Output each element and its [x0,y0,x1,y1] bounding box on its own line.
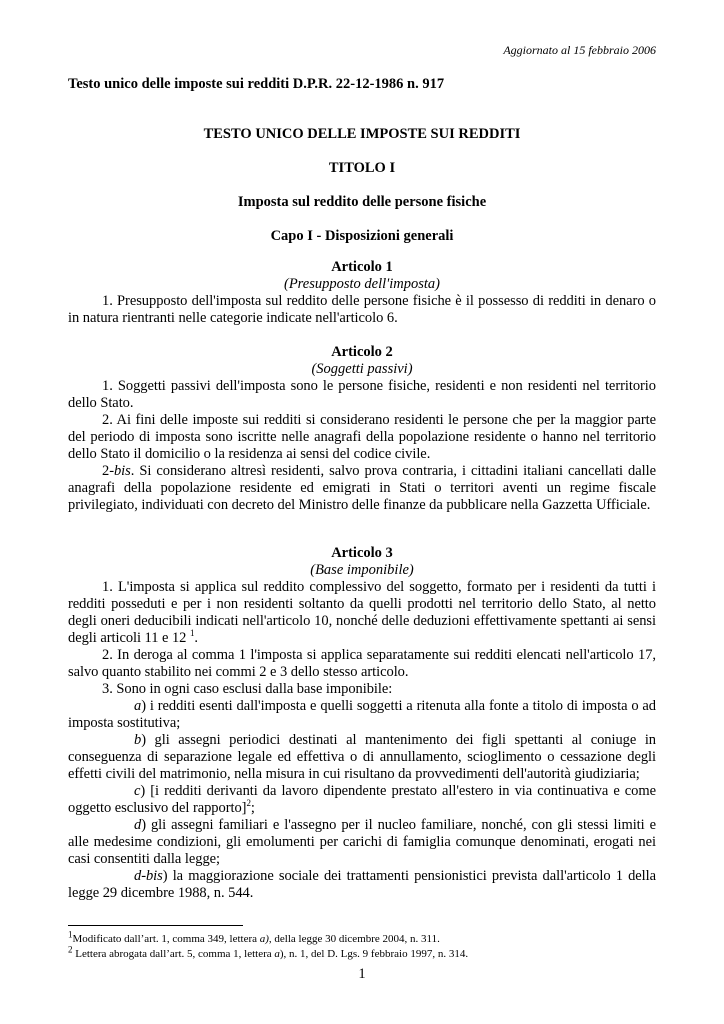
letter-marker: d [134,817,142,833]
footnote-1 [68,929,468,947]
footnote-2 [68,944,469,962]
update-date: Aggiornato al 15 febbraio 2006 [503,43,656,57]
main-heading: TESTO UNICO DELLE IMPOSTE SUI REDDITI [203,126,521,142]
letter-marker: b [134,732,142,748]
article-1-title: Articolo 1 [331,259,393,275]
footnote-text: ), n. 1, del D. Lgs. 9 febbraio 1997, n. 314. [279,948,469,960]
article-1 [68,259,656,327]
punctuation: . [194,630,198,646]
article-3-paragraph-3: 3. Sono in ogni caso esclusi dalla base imponibile: [102,681,393,697]
footnote-text: Modificato dall’art. 1, comma 349, lettera [72,933,260,945]
letter-marker: c [134,783,141,799]
footnote-mark: 2 [68,944,73,955]
punctuation: ; [250,800,255,816]
article-3-paragraph-2: 2. In deroga al comma 1 l'imposta si applica separatamente sui redditi elencati nell'articolo 17, salvo quanto stabilito nei commi 2 e 3 dello stesso articolo. [68,647,656,680]
letter-text: ) gli assegni familiari e l'assegno per il nucleo familiare, nonché, con gli stessi limiti e alle medesime condizioni, gli emolumenti per carichi di famiglia comunque denominati, erogati nei casi consentiti dalla legge; [68,817,656,867]
article-3-subtitle: (Base imponibile) [310,562,414,578]
letter-text: ) [i redditi derivanti da lavoro dipendente prestato all'estero in via continuativa e come oggetto esclusivo del rapporto] [68,783,656,816]
letter-text: ) gli assegni periodici destinati al mantenimento dei figli spettanti al coniuge in conseguenza di separazione legale ed effettiva o di annullamento, scioglimento o cessazione degli effetti civili del matrimonio, nella misura in cui risultano da provvedimenti dell'autorità giudiziaria; [68,732,656,782]
document-title: Testo unico delle imposte sui redditi D.P.R. 22-12-1986 n. 917 [68,76,445,92]
paragraph-number: 2- [102,463,114,479]
article-2-subtitle: (Soggetti passivi) [311,361,413,377]
footnote-separator [68,925,243,926]
footnote-ref-1[interactable]: 1 [189,628,195,639]
footnote-ref-2[interactable]: 2 [246,798,251,809]
article-2 [68,344,656,514]
capo-heading: Capo I - Disposizioni generali [270,228,454,244]
letter-marker: d-bis [134,868,163,884]
footnote-text: , della legge 30 dicembre 2004, n. 311. [268,933,440,945]
article-2-paragraph-1: 1. Soggetti passivi dell'imposta sono le persone fisiche, residenti e non residenti nel territorio dello Stato. [68,378,656,411]
article-3-letter-c [68,783,656,817]
page-number: 1 [358,966,366,982]
letter-text: ) i redditi esenti dall'imposta e quelli soggetti a ritenuta alla fonte a titolo di imposta o ad imposta sostitutiva; [68,698,656,731]
article-3-letter-d-bis [68,868,656,902]
article-1-subtitle: (Presupposto dell'imposta) [283,276,440,292]
article-2-title: Articolo 2 [331,344,393,360]
document-page [68,0,656,1024]
bis-marker: bis [113,463,131,479]
article-3-letter-b [68,732,656,783]
article-2-paragraph-2bis [68,463,656,514]
article-3 [68,545,656,902]
letter-text: ) la maggiorazione sociale dei trattamenti pensionistici prevista dall'articolo 1 della legge 29 dicembre 1988, n. 544. [68,868,656,901]
subject-heading: Imposta sul reddito delle persone fisiche [237,194,487,210]
footnote-italic: a) [259,933,269,945]
article-3-paragraph-1 [68,579,656,647]
footnote-mark: 1 [68,929,73,940]
article-1-paragraph-1: 1. Presupposto dell'imposta sul reddito delle persone fisiche è il possesso di redditi in denaro o in natura rientranti nelle categorie indicate nell'articolo 6. [68,293,656,326]
article-3-letter-a [68,698,656,732]
paragraph-text: 1. L'imposta si applica sul reddito complessivo del soggetto, formato per i residenti da tutti i redditi posseduti e per i non residenti soltanto da quelli prodotti nel territorio dello Stato, al netto degli oneri deducibili indicati nell'articolo 10, nonché delle deduzioni effettivamente spettanti ai sensi degli articoli 11 e 12 [68,579,656,646]
article-3-letter-d [68,817,656,868]
footnote-text: Lettera abrogata dall’art. 5, comma 1, lettera [72,948,275,960]
article-3-title: Articolo 3 [331,545,393,561]
article-2-paragraph-2: 2. Ai fini delle imposte sui redditi si considerano residenti le persone che per la maggior parte del periodo di imposta sono iscritte nelle anagrafi della popolazione residente o hanno nel territorio dello Stato il domicilio o la residenza ai sensi del codice civile. [68,412,656,462]
titolo-heading: TITOLO I [328,160,396,176]
letter-marker: a [134,698,142,714]
paragraph-text: . Si considerano altresì residenti, salvo prova contraria, i cittadini italiani cancellati dalle anagrafi della popolazione residente ed emigrati in Stati o territori aventi un regime fiscale privilegiato, individuati con decreto del Ministro delle finanze da pubblicare nella Gazzetta Ufficiale. [68,463,656,513]
footnotes [68,929,469,962]
footnote-italic: a [274,948,280,960]
